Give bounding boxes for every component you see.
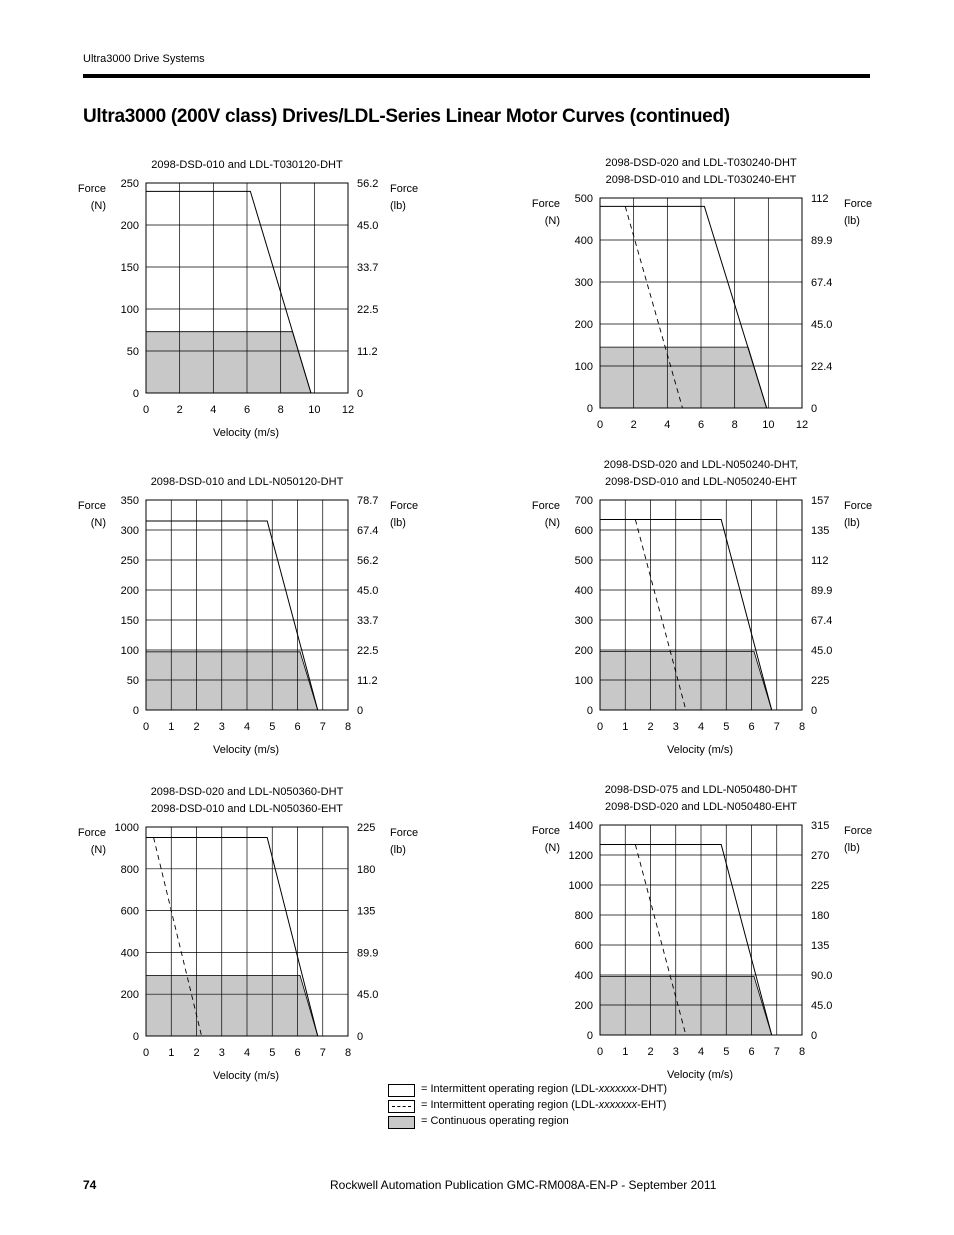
x-tick-label: 0 [142,721,150,733]
y-left-axis-label: Force [531,825,560,837]
legend-label: = Intermittent operating region (LDL-xxxxxxx-DHT) [421,1083,668,1095]
chart-t030240 [514,150,894,450]
y-right-tick-label: 45.0 [811,319,833,331]
x-tick-label: 4 [210,404,217,416]
x-tick-label: 7 [773,721,780,733]
x-tick-label: 1 [622,721,629,733]
y-left-tick-label: 200 [574,1000,593,1012]
y-right-tick-label: 22.5 [357,304,379,316]
y-right-tick-label: 45.0 [357,220,379,232]
x-tick-label: 5 [723,721,730,733]
y-right-tick-label: 225 [357,822,376,834]
y-left-tick-label: 250 [120,178,139,190]
publication-info: Rockwell Automation Publication GMC-RM008A-EN-P - September 2011 [330,1178,717,1192]
x-tick-label: 6 [748,1046,755,1058]
x-tick-label: 4 [243,1047,251,1059]
x-tick-label: 0 [596,721,604,733]
x-tick-label: 1 [622,1046,629,1058]
y-left-tick-label: 100 [120,304,139,316]
chart-title: 2098-DSD-010 and LDL-T030240-EHT [605,174,797,186]
y-right-tick-label: 78.7 [357,495,379,507]
y-right-axis-label: (lb) [844,842,860,854]
running-header: Ultra3000 Drive Systems [83,53,205,65]
y-left-axis-label: Force [77,827,106,839]
y-right-tick-label: 45.0 [357,585,379,597]
header-rule [83,74,870,78]
chart-title: 2098-DSD-010 and LDL-N050120-DHT [150,476,344,488]
chart-title: 2098-DSD-010 and LDL-N050360-EHT [151,803,343,815]
y-right-tick-label: 0 [357,388,364,400]
x-tick-label: 2 [193,1047,200,1059]
x-tick-label: 1 [168,1047,175,1059]
x-axis-label: Velocity (m/s) [212,744,280,756]
y-right-tick-label: 89.9 [811,585,833,597]
chart-n050360 [60,780,440,1090]
continuous-region [146,975,318,1036]
x-tick-label: 5 [723,1046,730,1058]
x-tick-label: 8 [277,404,284,416]
y-right-axis-label: (lb) [390,517,406,529]
x-tick-label: 5 [269,721,276,733]
y-right-tick-label: 180 [811,910,830,922]
y-right-tick-label: 270 [811,850,830,862]
y-left-tick-label: 400 [574,585,593,597]
chart-title: 2098-DSD-010 and LDL-N050240-EHT [605,476,797,488]
x-tick-label: 5 [269,1047,276,1059]
y-left-tick-label: 0 [132,705,139,717]
x-tick-label: 2 [647,1046,654,1058]
y-left-axis-label: (N) [90,517,106,529]
legend-swatch-shaded [388,1116,415,1129]
y-right-tick-label: 56.2 [357,555,379,567]
x-tick-label: 7 [319,721,326,733]
y-left-tick-label: 0 [586,403,593,415]
y-right-tick-label: 0 [357,1031,364,1043]
y-left-tick-label: 200 [120,989,139,1002]
y-right-axis-label: (lb) [844,517,860,529]
y-right-tick-label: 67.4 [357,525,379,537]
y-left-tick-label: 0 [586,1030,593,1042]
x-tick-label: 3 [672,721,679,733]
y-right-axis-label: (lb) [390,200,406,212]
y-left-tick-label: 400 [574,970,593,982]
y-right-tick-label: 180 [357,863,376,876]
chart-title: 2098-DSD-010 and LDL-T030120-DHT [151,159,343,171]
y-right-tick-label: 0 [811,1030,818,1042]
x-tick-label: 7 [319,1047,326,1059]
y-left-tick-label: 200 [574,645,593,657]
continuous-region [600,977,772,1036]
y-left-tick-label: 600 [120,905,139,918]
chart-t030120 [60,150,440,450]
legend-label: = Intermittent operating region (LDL-xxxxxxx-EHT) [421,1099,667,1111]
y-left-tick-label: 0 [132,1031,139,1043]
y-right-tick-label: 67.4 [811,277,833,289]
chart-title: 2098-DSD-020 and LDL-T030240-DHT [605,157,797,169]
y-right-tick-label: 89.9 [357,947,379,960]
y-left-axis-label: Force [531,500,560,512]
y-left-tick-label: 200 [574,319,593,331]
x-tick-label: 2 [630,419,637,431]
y-left-tick-label: 400 [574,235,593,247]
y-right-tick-label: 45.0 [811,1000,833,1012]
x-tick-label: 8 [798,721,806,733]
y-right-tick-label: 56.2 [357,178,379,190]
y-left-tick-label: 0 [586,705,593,717]
x-tick-label: 4 [664,419,671,431]
x-tick-label: 8 [344,721,352,733]
y-right-tick-label: 0 [811,705,818,717]
y-right-tick-label: 315 [811,820,830,832]
chart-n050480 [514,780,894,1090]
y-left-axis-label: Force [77,500,106,512]
y-right-tick-label: 22.4 [811,361,833,373]
x-tick-label: 7 [773,1046,780,1058]
y-right-tick-label: 11.2 [357,346,378,358]
y-left-axis-label: Force [531,198,560,210]
x-axis-label: Velocity (m/s) [666,744,734,756]
y-left-tick-label: 100 [120,645,139,657]
y-right-tick-label: 33.7 [357,615,379,627]
x-tick-label: 0 [596,1046,604,1058]
y-left-tick-label: 500 [574,555,593,567]
y-right-tick-label: 225 [811,880,830,892]
y-left-tick-label: 1000 [114,822,139,834]
y-left-tick-label: 600 [574,940,593,952]
y-right-tick-label: 22.5 [357,645,379,657]
y-left-tick-label: 150 [120,262,139,274]
y-left-tick-label: 1000 [568,880,593,892]
chart-n050120 [60,468,440,768]
chart-title: 2098-DSD-020 and LDL-N050240-DHT, [603,459,799,471]
y-right-tick-label: 89.9 [811,235,833,247]
y-left-axis-label: (N) [90,200,106,212]
y-left-tick-label: 50 [126,675,139,687]
chart-title: 2098-DSD-020 and LDL-N050480-EHT [605,801,797,813]
x-tick-label: 0 [142,1047,150,1059]
y-left-axis-label: (N) [544,215,560,227]
y-left-axis-label: (N) [90,844,106,856]
y-right-tick-label: 112 [811,193,829,205]
y-right-axis-label: Force [390,827,419,839]
y-left-tick-label: 350 [120,495,139,507]
legend-swatch-solid [388,1084,415,1097]
chart-title: 2098-DSD-020 and LDL-N050360-DHT [150,786,344,798]
y-left-tick-label: 300 [120,525,139,537]
x-tick-label: 6 [294,1047,301,1059]
y-left-tick-label: 400 [120,947,139,960]
y-left-tick-label: 1200 [568,850,593,862]
chart-n050240 [514,453,894,768]
y-left-tick-label: 200 [120,220,139,232]
x-tick-label: 4 [697,721,705,733]
chart-title: 2098-DSD-075 and LDL-N050480-DHT [604,784,798,796]
legend-label: = Continuous operating region [421,1115,569,1127]
x-tick-label: 0 [596,419,604,431]
y-left-tick-label: 50 [126,346,139,358]
y-left-axis-label: (N) [544,517,560,529]
y-right-tick-label: 33.7 [357,262,379,274]
x-axis-label: Velocity (m/s) [666,1069,734,1081]
x-tick-label: 3 [218,1047,225,1059]
x-tick-label: 1 [168,721,175,733]
y-right-tick-label: 45.0 [811,645,833,657]
y-right-tick-label: 135 [811,525,830,537]
x-tick-label: 3 [672,1046,679,1058]
x-tick-label: 6 [243,404,251,416]
x-tick-label: 12 [795,419,809,431]
y-left-tick-label: 500 [574,193,593,205]
x-tick-label: 4 [243,721,251,733]
x-axis-label: Velocity (m/s) [212,427,280,439]
y-right-axis-label: (lb) [844,215,860,227]
y-left-tick-label: 700 [574,495,593,507]
x-tick-label: 10 [762,419,775,431]
y-right-axis-label: (lb) [390,844,406,856]
y-right-tick-label: 45.0 [357,989,379,1002]
x-tick-label: 6 [294,721,301,733]
y-left-tick-label: 300 [574,615,593,627]
y-left-tick-label: 250 [120,555,139,567]
x-tick-label: 8 [344,1047,352,1059]
y-left-tick-label: 200 [120,585,139,597]
continuous-region [146,332,311,393]
page-title: Ultra3000 (200V class) Drives/LDL-Series Linear Motor Curves (continued) [83,106,730,127]
continuous-region [600,347,767,408]
legend-swatch-dashed [388,1100,415,1113]
x-tick-label: 8 [798,1046,806,1058]
y-right-tick-label: 0 [357,705,364,717]
x-tick-label: 4 [697,1046,705,1058]
y-left-axis-label: Force [77,183,106,195]
y-left-tick-label: 800 [574,910,593,922]
page-number: 74 [83,1178,97,1192]
y-left-tick-label: 800 [120,863,139,876]
y-right-axis-label: Force [390,500,419,512]
y-right-axis-label: Force [844,198,873,210]
y-left-tick-label: 1400 [568,820,593,832]
y-right-tick-label: 0 [811,403,818,415]
x-tick-label: 10 [308,404,321,416]
y-right-tick-label: 135 [357,905,376,918]
y-left-tick-label: 100 [574,675,593,687]
x-tick-label: 8 [731,419,738,431]
y-right-tick-label: 67.4 [811,615,833,627]
x-tick-label: 0 [142,404,150,416]
y-right-tick-label: 112 [811,555,829,567]
y-left-tick-label: 150 [120,615,139,627]
y-left-axis-label: (N) [544,842,560,854]
y-right-tick-label: 11.2 [357,675,378,687]
continuous-region [600,652,772,711]
y-right-axis-label: Force [390,183,419,195]
y-right-tick-label: 157 [811,495,830,507]
y-right-tick-label: 135 [811,940,830,952]
x-tick-label: 2 [647,721,654,733]
y-right-tick-label: 225 [811,675,830,687]
x-tick-label: 6 [748,721,755,733]
y-right-tick-label: 90.0 [811,970,833,982]
y-right-axis-label: Force [844,500,873,512]
x-axis-label: Velocity (m/s) [212,1070,280,1082]
y-left-tick-label: 0 [132,388,139,400]
y-left-tick-label: 300 [574,277,593,289]
x-tick-label: 2 [176,404,183,416]
continuous-region [146,652,318,710]
x-tick-label: 3 [218,721,225,733]
x-tick-label: 6 [697,419,705,431]
x-tick-label: 2 [193,721,200,733]
x-tick-label: 12 [341,404,355,416]
y-left-tick-label: 600 [574,525,593,537]
y-left-tick-label: 100 [574,361,593,373]
y-right-axis-label: Force [844,825,873,837]
